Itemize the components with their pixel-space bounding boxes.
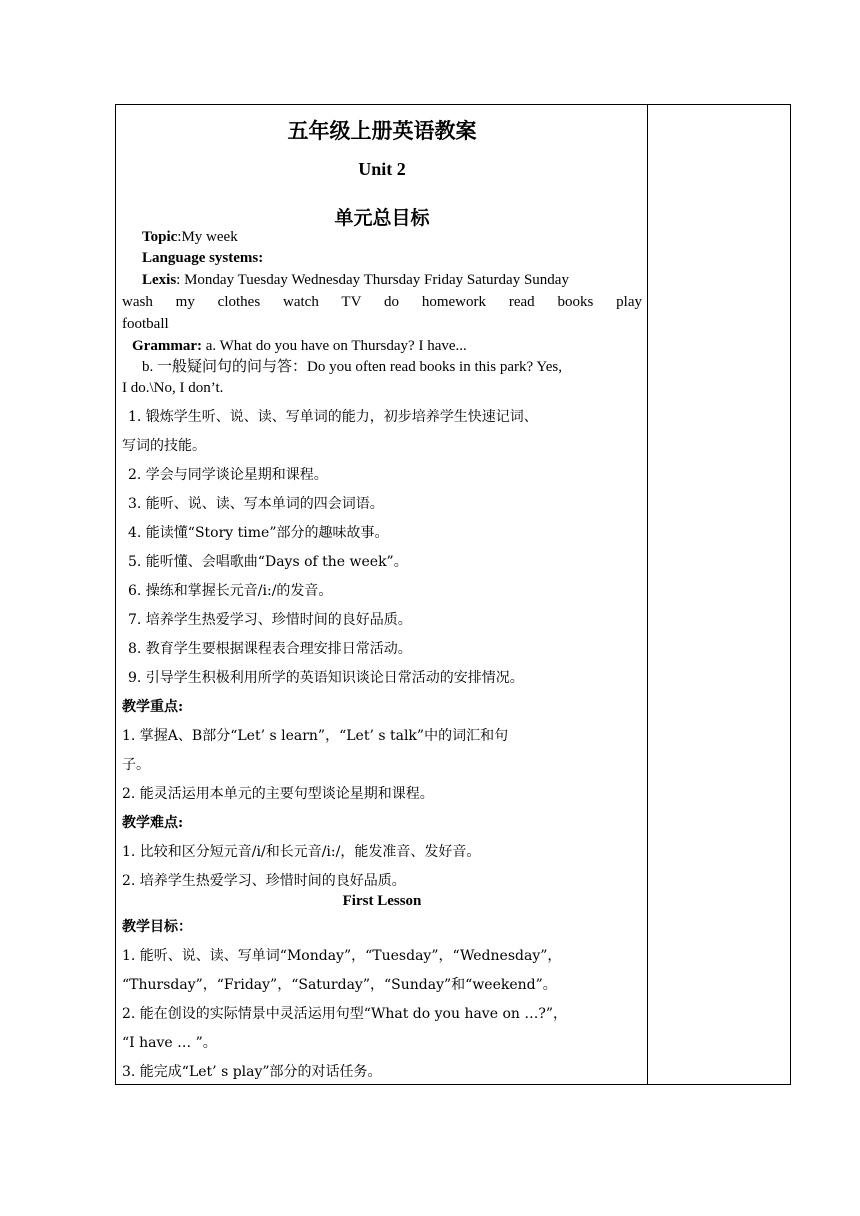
goal-6: 6. 操练和掌握长元音/i:/的发音。: [128, 583, 333, 599]
lexis-words-1: : Monday Tuesday Wednesday Thursday Friday Saturday Sunday: [176, 272, 569, 288]
goal-2: 2. 学会与同学谈论星期和课程。: [128, 467, 328, 483]
topic-line: [142, 227, 662, 248]
lesson-plan-table: [115, 104, 791, 1085]
topic-label: Topic: [142, 229, 178, 245]
topic-value: :My week: [177, 229, 238, 245]
goal-3: 3. 能听、说、读、写本单词的四会词语。: [128, 496, 384, 512]
difficult-points-label: 教学难点:: [122, 815, 184, 831]
objective-1-cont: “Thursday”，“Friday”，“Saturday”，“Sunday”和“weekend”。: [122, 977, 557, 993]
goal-1: 1. 锻炼学生听、说、读、写单词的能力，初步培养学生快速记词、: [128, 409, 538, 425]
goal-9: 9. 引导学生积极利用所学的英语知识谈论日常活动的安排情况。: [128, 670, 524, 686]
grammar-line-b: b. 一般疑问句的问与答：Do you often read books in this park? Yes,: [142, 359, 562, 375]
document-title: 五年级上册英语教案: [287, 118, 477, 143]
language-systems-label: Language systems:: [142, 250, 264, 266]
grammar-line-b-cont: I do.\No, I don’t.: [122, 380, 224, 396]
difficult-point-1: 1. 比较和区分短元音/i/和长元音/i:/，能发准音、发好音。: [122, 844, 481, 860]
goal-7: 7. 培养学生热爱学习、珍惜时间的良好品质。: [128, 612, 412, 628]
goal-1-cont: 写词的技能。: [122, 438, 206, 454]
objective-2-cont: “I have … ”。: [122, 1035, 217, 1051]
objective-3: 3. 能完成“Let’ s play”部分的对话任务。: [122, 1064, 382, 1080]
goal-5: 5. 能听懂、会唱歌曲“Days of the week”。: [128, 554, 408, 570]
goal-8: 8. 教育学生要根据课程表合理安排日常活动。: [128, 641, 412, 657]
section-title: 单元总目标: [334, 207, 430, 229]
goal-4: 4. 能读懂“Story time”部分的趣味故事。: [128, 525, 389, 541]
lexis-line-1: [142, 270, 642, 291]
objective-1: 1. 能听、说、读、写单词“Monday”，“Tuesday”，“Wednesday”，: [122, 948, 562, 964]
key-point-2: 2. 能灵活运用本单元的主要句型谈论星期和课程。: [122, 786, 434, 802]
objectives-label: 教学目标：: [122, 919, 192, 935]
objective-2: 2. 能在创设的实际情景中灵活运用句型“What do you have on …?”，: [122, 1006, 568, 1022]
key-point-1-cont: 子。: [122, 757, 150, 773]
grammar-a-text: a. What do you have on Thursday? I have...: [201, 338, 467, 354]
lexis-line-3: football: [122, 316, 169, 332]
grammar-line-a: [132, 336, 652, 357]
lexis-line-2: wash my clothes watch TV do homework read books play: [122, 294, 642, 310]
unit-title: Unit 2: [358, 159, 406, 179]
lexis-label: Lexis: [142, 272, 177, 288]
key-points-label: 教学重点:: [122, 699, 184, 715]
lesson-title: First Lesson: [342, 893, 422, 909]
grammar-label: Grammar:: [132, 338, 202, 354]
key-point-1: 1. 掌握A、B部分“Let’ s learn”，“Let’ s talk”中的词汇和句: [122, 728, 509, 744]
difficult-point-2: 2. 培养学生热爱学习、珍惜时间的良好品质。: [122, 873, 406, 889]
